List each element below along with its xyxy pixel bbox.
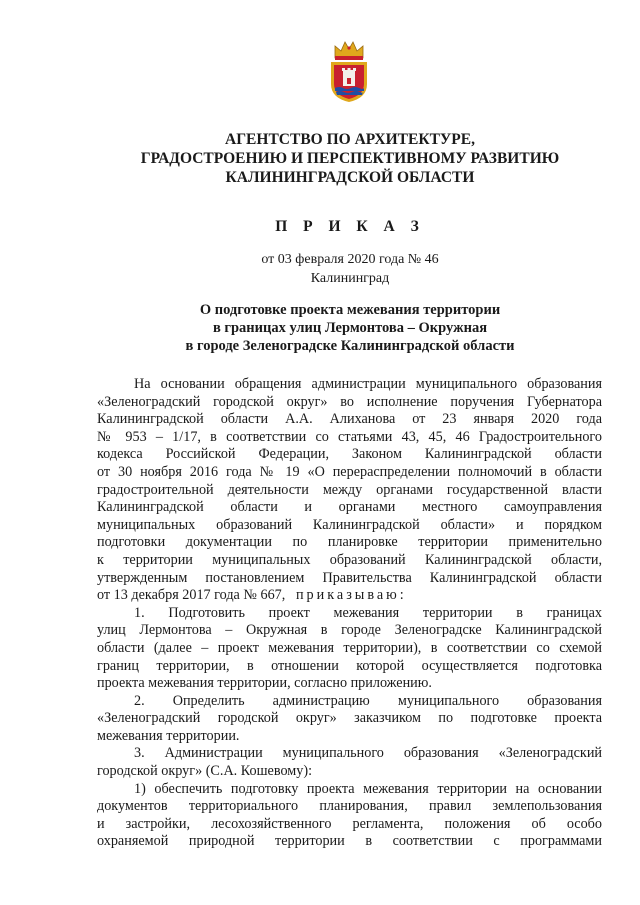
order-word: приказываю: [295, 587, 407, 604]
body-line: городской округ» (С.А. Кошевому): [97, 763, 313, 780]
body-line: кодекса Российской Федерации, Законом Калининградской области [97, 446, 602, 463]
title-line: в городе Зеленоградске Калининградской области [185, 338, 515, 354]
title-line: в границах улиц Лермонтова – Окружная [212, 320, 488, 336]
body-line: муниципальных образований Калининградской области» и порядком [97, 516, 602, 533]
kaliningrad-coat-of-arms-icon [327, 40, 371, 104]
body-line: границ территории, в отношении которой осуществляется подготовка [97, 657, 602, 674]
document-date-block [100, 250, 600, 288]
document-title [100, 301, 600, 355]
document-body [97, 376, 602, 851]
body-line: «Зеленоградский городской округ» заказчиком по подготовке проекта [97, 710, 602, 727]
body-line: градостроительной деятельности между органами государственной власти [97, 481, 602, 498]
body-line: № 953 – 1/17, в соответствии со статьями 43, 45, 46 Градостроительного [97, 428, 602, 445]
body-line: и застройки, лесохозяйственного регламента, положения об особо [97, 815, 602, 832]
body-line-with-order [97, 587, 602, 605]
body-line: На основании обращения администрации муниципального образования [134, 376, 602, 392]
body-line: 3. Администрации муниципального образования «Зеленоградский [134, 745, 602, 762]
body-line: межевания территории. [97, 727, 240, 744]
body-line: 1. Подготовить проект межевания территории в границах [134, 604, 602, 621]
body-line: «Зеленоградский городской округ» во исполнение поручения Губернатора [97, 393, 602, 410]
agency-line: АГЕНТСТВО ПО АРХИТЕКТУРЕ, [225, 131, 475, 148]
body-line: охраняемой природной территории в соответствии с программами [97, 833, 602, 850]
title-line: О подготовке проекта межевания территории [199, 302, 501, 318]
document-type: П Р И К А З [275, 218, 425, 235]
body-line: от 30 ноября 2016 года № 19 «О перераспределении полномочий в области [97, 463, 602, 480]
body-line: Калининградской области А.А. Алиханова от 23 января 2020 года [97, 411, 602, 428]
document-date: от 03 февраля 2020 года № 46 [261, 252, 439, 267]
body-line: 1) обеспечить подготовку проекта межевания территории на основании [134, 780, 602, 797]
body-line: утвержденным постановлением Правительства Калининградской области [97, 569, 602, 586]
body-line: подготовки документации по планировке территории применительно [97, 534, 602, 551]
agency-line: КАЛИНИНГРАДСКОЙ ОБЛАСТИ [225, 169, 475, 186]
agency-line: ГРАДОСТРОЕНИЮ И ПЕРСПЕКТИВНОМУ РАЗВИТИЮ [140, 150, 560, 167]
body-line: области (далее – проект межевания территории), в соответствии со схемой [97, 639, 602, 656]
body-line: проекта межевания территории, согласно приложению. [97, 675, 432, 692]
body-line: 2. Определить администрацию муниципального образования [134, 692, 602, 709]
body-line: к территории муниципальных образований Калининградской области, [97, 551, 602, 568]
body-line: Калининградской области и органами местного самоуправления [97, 499, 602, 516]
body-line: улиц Лермонтова – Окружная в городе Зеленоградске Калининградской [97, 622, 602, 639]
body-line: от 13 декабря 2017 года № 667, [97, 587, 286, 604]
body-line: документов территориального планирования, правил землепользования [97, 798, 602, 815]
agency-name [100, 130, 600, 187]
document-city: Калининград [310, 271, 390, 286]
